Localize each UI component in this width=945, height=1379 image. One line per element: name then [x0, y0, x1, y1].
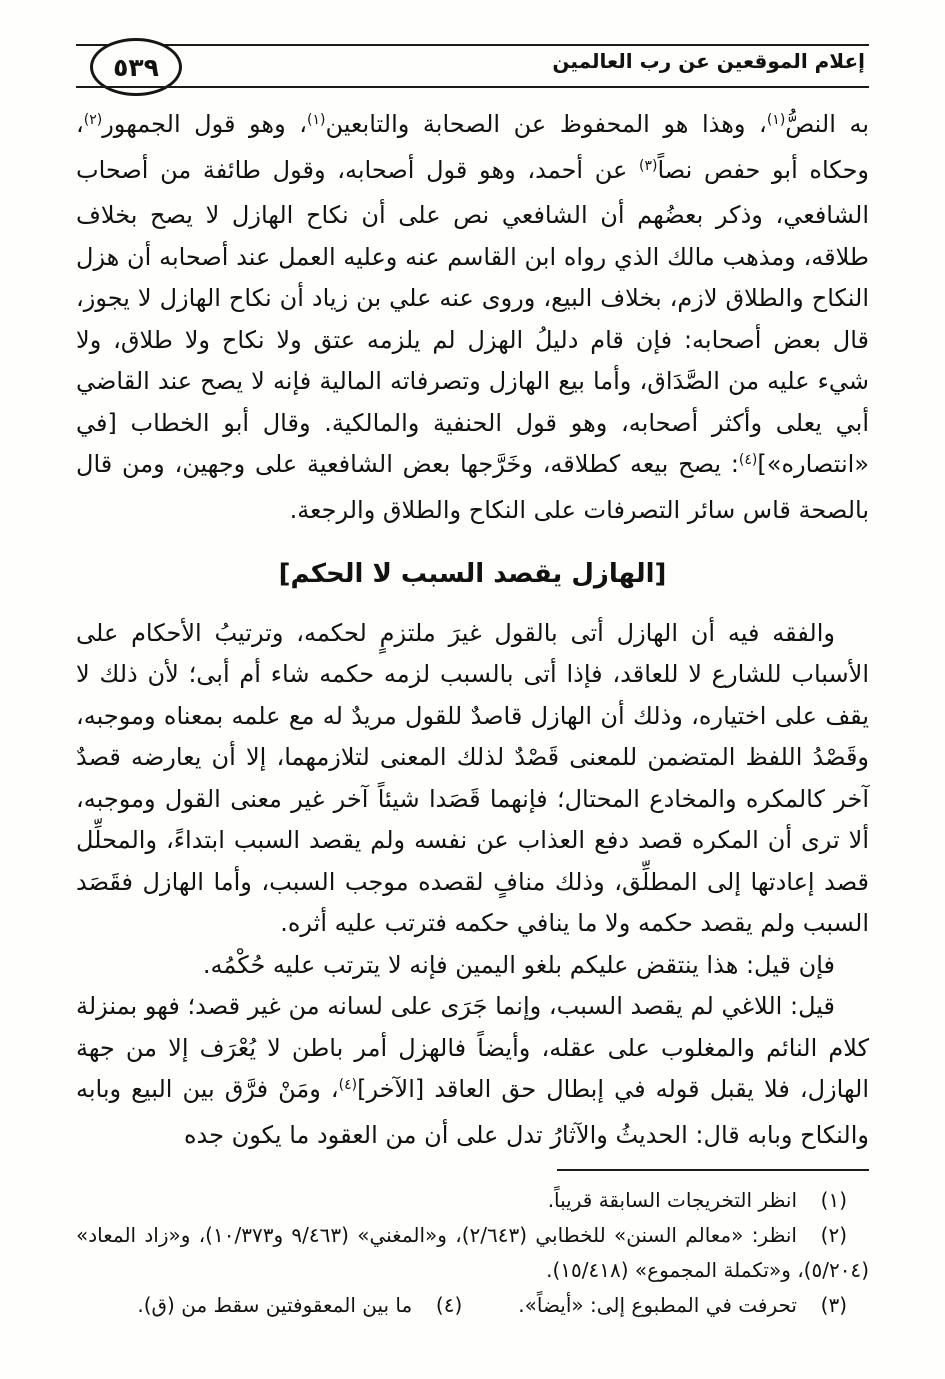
footnote-number: (١) — [820, 1188, 847, 1212]
paragraph-3 — [76, 945, 869, 987]
page-header — [76, 44, 869, 88]
book-title: إعلام الموقعين عن رب العالمين — [552, 49, 865, 73]
text-run: عن أحمد، وهو قول أصحابه، وقول طائفة من أصحاب الشافعي، وذكر بعضُهم أن الشافعي نص على أن نكاح الهازل لا يصح بخلاف طلاقه، ومذهب مالك الذي رواه ابن القاسم عنه وعليه العمل عند أصحابه أن هزل النكاح والطلاق لازم، بخلاف البيع، وروى عنه علي بن زياد أن نكاح الهازل لا يجوز، قال بعض أصحابه: فإن قام دليلُ الهزل لم يلزمه عتق ولا نكاح ولا طلاق، ولا شيء عليه من الصَّدَاق، وأما بيع الهازل وتصرفاته المالية فإنه لا يصح عند القاضي أبي يعلى وأكثر أصحابه، وهو قول الحنفية والمالكية. وقال أبو الخطاب [في «انتصاره»] — [76, 155, 869, 478]
footnotes-section — [76, 1169, 869, 1323]
footnote-divider — [557, 1169, 869, 1171]
text-run: ، وهو قول الجمهور — [102, 110, 307, 138]
footnote-marker: (٤) — [338, 1077, 358, 1094]
footnote-2 — [76, 1218, 869, 1288]
text-run: والفقه فيه أن الهازل أتى بالقول غيرَ ملتزمٍ لحكمه، وترتيبُ الأحكام على الأسباب للشارع لا للعاقد، فإذا أتى بالسبب لزمه حكمه شاء أم أبى؛ لأن ذلك لا يقف على اختياره، وذلك أن الهازل قاصدٌ للقول مريدٌ له مع علمه بمعناه وموجبه، وقَصْدُ اللفظ المتضمن للمعنى قَصْدٌ لذلك المعنى لتلازمهما، إلا أن يعارضه قصدٌ آخر كالمكره والمخادع المحتال؛ فإنهما قَصَدا شيئاً آخر غير معنى القول وموجبه، ألا ترى أن المكره قصد دفع العذاب عن نفسه ولم يقصد السبب ابتداءً، والمحلِّل قصد إعادتها إلى المطلِّق، وذلك منافٍ لقصده موجب السبب، وأما الهازل فقَصَد السبب ولم يقصد حكمه ولا ما ينافي حكمه فترتب عليه أثره. — [76, 618, 869, 938]
paragraph-1 — [76, 104, 869, 531]
footnote-number: (٣) — [820, 1293, 847, 1317]
header-rule-bottom — [76, 86, 869, 88]
page-number: ٥٣٩ — [113, 52, 159, 82]
footnote-marker: (١) — [766, 112, 786, 128]
footnote-marker: (٢) — [83, 112, 103, 128]
text-run: قيل: اللاغي لم يقصد السبب، وإنما جَرَى على لسانه من غير قصد؛ فهو بمنزلة كلام النائم والمغلوب على عقله، وأيضاً فالهزل أمر باطن لا يُعْرَف إلا من جهة الهازل، فلا يقبل قوله في إبطال حق العاقد [الآخر] — [76, 992, 869, 1104]
section-heading: [الهازل يقصد السبب لا الحكم] — [278, 559, 667, 589]
text-run: ، وهذا هو المحفوظ عن الصحابة والتابعين — [325, 110, 767, 138]
paragraph-2 — [76, 613, 869, 945]
footnote-text: ما بين المعقوفتين سقط من (ق). — [137, 1293, 413, 1317]
footnote-number: (٢) — [820, 1223, 847, 1247]
footnote-marker: (٣) — [639, 157, 658, 174]
paragraph-4 — [76, 986, 869, 1156]
footnote-text: انظر: «معالم السنن» للخطابي (٢/٦٤٣)، و«المغني» (٩/٤٦٣ و١٠/٣٧٣)، و«زاد المعاد» (٥/٢٠٤)، و«تكملة المجموع» (١٥/٤١٨). — [76, 1223, 869, 1282]
text-run: ، وحكاه أبو حفص نصاً — [76, 110, 869, 184]
text-run: به النصُّ — [785, 110, 870, 138]
text-run: فإن قيل: هذا ينتقض عليكم بلغو اليمين فإنه لا يترتب عليه حُكْمُه. — [202, 950, 835, 979]
header-rule-top — [76, 44, 869, 46]
footnote-text: انظر التخريجات السابقة قريباً. — [547, 1188, 797, 1212]
footnote-marker: (١) — [306, 112, 326, 128]
text-run: ، ومَنْ فرَّق بين البيع وبابه والنكاح وبابه قال: الحديثُ والآثارُ تدل على أن من العقود ما يكون جده — [76, 1075, 869, 1149]
page-body — [76, 104, 869, 1156]
footnote-1 — [76, 1183, 869, 1218]
text-run: : يصح بيعه كطلاقه، وخَرَّجها بعض الشافعية على وجهين، ومن قال بالصحة قاس سائر التصرفات على النكاح والطلاق والرجعة. — [76, 450, 869, 524]
footnote-marker: (٤) — [738, 452, 758, 468]
footnote-number: (٤) — [435, 1293, 463, 1317]
footnote-3-4 — [76, 1288, 869, 1323]
footnote-text: تحرفت في المطبوع إلى: «أيضاً». — [518, 1293, 797, 1317]
